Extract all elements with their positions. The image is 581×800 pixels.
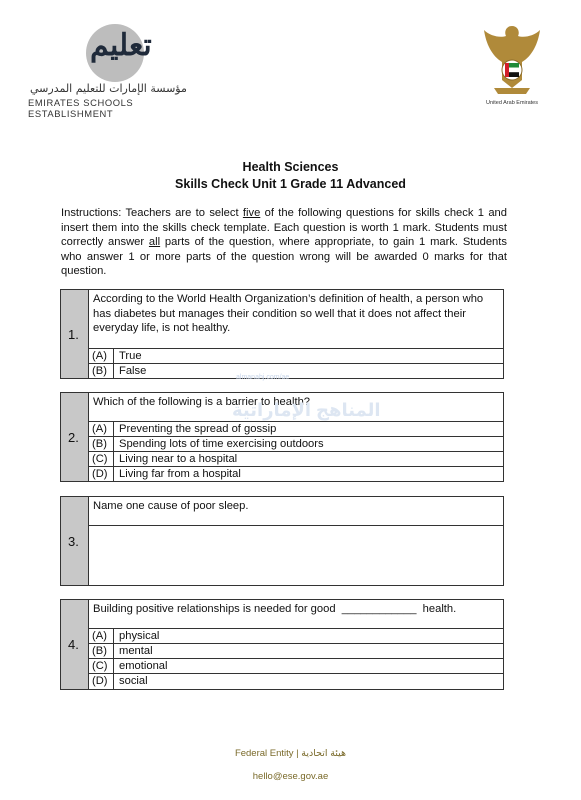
- instructions-text-1: Instructions: Teachers are to select: [61, 207, 243, 219]
- question-text: Which of the following is a barrier to health?: [93, 396, 311, 408]
- question-number: 4.: [68, 637, 79, 652]
- answer-area[interactable]: [89, 525, 503, 586]
- option-text: Spending lots of time exercising outdoors: [119, 438, 324, 450]
- falcon-emblem-icon: [480, 22, 544, 98]
- option-label: (A): [89, 629, 114, 644]
- option-label: (B): [89, 364, 114, 379]
- option-label: (D): [89, 467, 114, 482]
- ese-logo: [26, 22, 206, 119]
- option-text: emotional: [119, 660, 168, 672]
- option-text: physical: [119, 630, 160, 642]
- question-number-cell: [61, 600, 89, 689]
- question-number-cell: [61, 290, 89, 378]
- question-number-cell: [61, 393, 89, 481]
- instructions-text-3: parts of the question, where appropriate, to gain 1 mark. Students who answer 1 or more parts of the question wrong will be awarded 0 marks for that question.: [61, 236, 507, 277]
- option-text: True: [119, 350, 142, 362]
- instructions-underline-all: all: [148, 236, 161, 248]
- logo-arabic-sub: مؤسسة الإمارات للتعليم المدرسي: [30, 82, 187, 95]
- option-label: (D): [89, 674, 114, 689]
- question-3: [60, 496, 504, 586]
- option-text: mental: [119, 645, 153, 657]
- question-number: 1.: [68, 327, 79, 342]
- option-label: (A): [89, 349, 114, 364]
- option-label: (C): [89, 452, 114, 467]
- option-row[interactable]: [89, 466, 503, 482]
- logo-english: EMIRATES SCHOOLS ESTABLISHMENT: [28, 97, 134, 119]
- uae-emblem: [470, 22, 554, 112]
- watermark-url: almanahj.com/ae: [236, 374, 290, 381]
- page-subtitle: Skills Check Unit 1 Grade 11 Advanced: [175, 177, 406, 191]
- option-row[interactable]: [89, 673, 503, 689]
- option-label: (A): [89, 422, 114, 437]
- instructions-text-2: of the following questions for skills check 1 and insert them into the skills check template. Each question is worth 1 mark. Students must correctly answer: [61, 207, 507, 248]
- watermark-arabic: المناهج الإماراتية: [232, 400, 381, 420]
- option-row[interactable]: [89, 643, 503, 659]
- option-label: (B): [89, 644, 114, 659]
- question-text: Building positive relationships is needed for good ____________ health.: [93, 603, 457, 615]
- option-label: (B): [89, 437, 114, 452]
- question-number: 3.: [68, 534, 79, 549]
- instructions-underline-five: five: [242, 207, 261, 219]
- footer-entity: Federal Entity | هيئة اتحادية: [234, 748, 347, 759]
- option-text: Preventing the spread of gossip: [119, 423, 277, 435]
- question-text: Name one cause of poor sleep.: [93, 500, 249, 512]
- question-text: According to the World Health Organization’s definition of health, a person who has diabetes but manages their condition so well that it does not affect their everyday life, is not healthy.: [93, 293, 484, 334]
- footer-email[interactable]: hello@ese.gov.ae: [252, 771, 329, 782]
- question-number: 2.: [68, 430, 79, 445]
- option-row[interactable]: [89, 363, 503, 379]
- question-number-cell: [61, 497, 89, 585]
- option-row[interactable]: [89, 628, 503, 644]
- option-text: Living far from a hospital: [119, 468, 241, 480]
- emblem-caption: United Arab Emirates: [486, 100, 538, 106]
- option-row[interactable]: [89, 421, 503, 437]
- option-row[interactable]: [89, 436, 503, 452]
- option-row[interactable]: [89, 348, 503, 364]
- instructions: [61, 206, 507, 279]
- option-label: (C): [89, 659, 114, 674]
- question-1: [60, 289, 504, 379]
- option-row[interactable]: [89, 451, 503, 467]
- option-text: social: [119, 675, 148, 687]
- logo-arabic: تعليم: [90, 28, 152, 63]
- page-title: Health Sciences: [242, 160, 339, 174]
- option-text: False: [119, 365, 147, 377]
- option-row[interactable]: [89, 658, 503, 674]
- question-4: [60, 599, 504, 690]
- option-text: Living near to a hospital: [119, 453, 238, 465]
